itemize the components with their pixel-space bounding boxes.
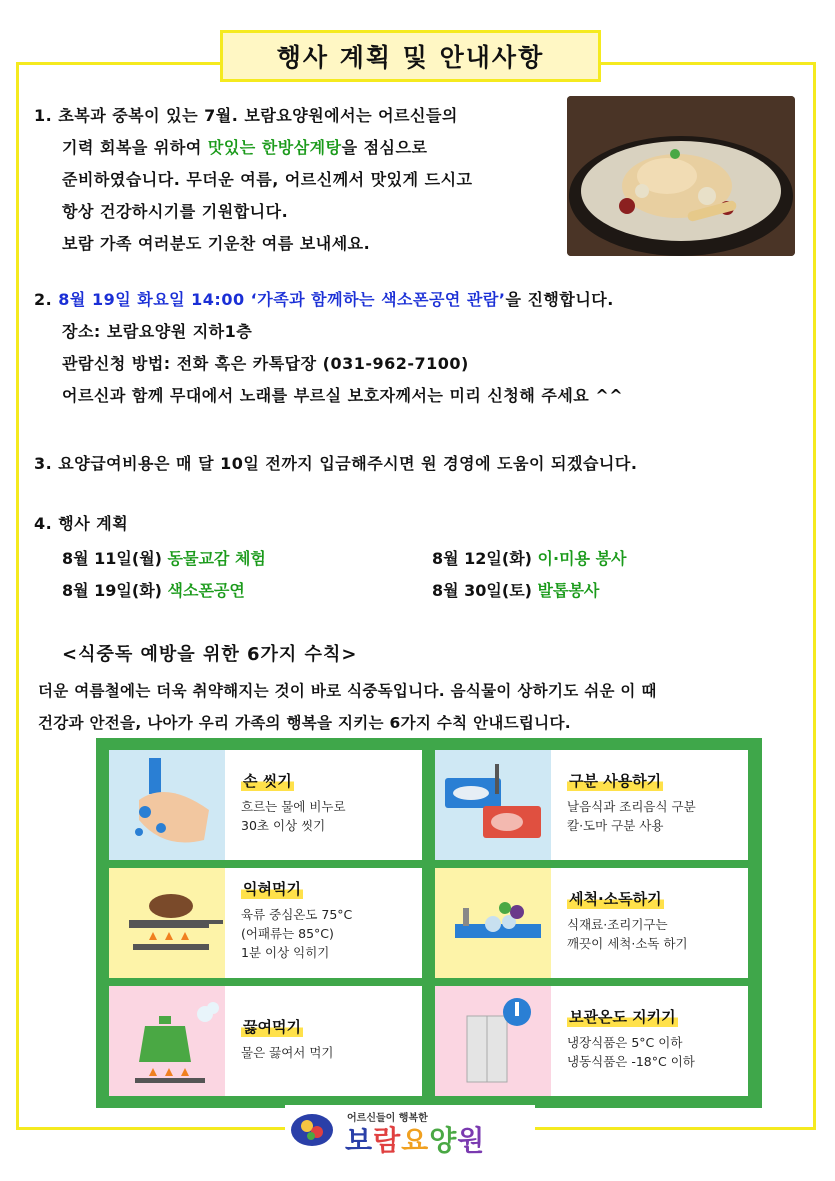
event-name: 색소폰공연 [167, 581, 245, 600]
rule-desc-line: 날음식과 조리음식 구분 [567, 799, 696, 814]
section-1 [34, 100, 473, 260]
rule-text [225, 868, 352, 978]
s1-line5: 보람 가족 여러분도 기운찬 여름 보내세요. [62, 234, 371, 253]
rule-desc [241, 1043, 333, 1062]
steak-pan-icon [109, 868, 225, 978]
rule-desc-line: 깨끗이 세척·소독 하기 [567, 936, 688, 951]
sink-wash-icon [435, 868, 551, 978]
event-date: 8월 30일(토) [432, 581, 538, 600]
s2-apply: 관람신청 방법: 전화 혹은 카톡답장 (031-962-7100) [62, 354, 469, 373]
rule-desc [567, 1033, 695, 1071]
kettle-icon [109, 986, 225, 1096]
s1-line2-post: 을 점심으로 [341, 138, 428, 157]
s1-highlight: 맛있는 한방삼계탕 [207, 138, 342, 157]
rule-title: 세척·소독하기 [569, 890, 662, 908]
rule-desc [567, 915, 688, 953]
rule-text [551, 750, 696, 860]
rule-desc-line: (어패류는 85°C) [241, 926, 334, 941]
rule-desc-line: 칼·도마 구분 사용 [567, 818, 664, 833]
rule-card-separate [435, 750, 748, 860]
rule-desc [241, 797, 346, 835]
event-item [432, 578, 599, 601]
rule-desc-line: 식재료·조리기구는 [567, 917, 668, 932]
rule-card-handwash [109, 750, 422, 860]
rule-desc-line: 흐르는 물에 비누로 [241, 799, 346, 814]
s1-line1: 1. 초복과 중복이 있는 7월. 보람요양원에서는 어르신들의 [34, 106, 458, 125]
rule-text [551, 868, 688, 978]
s2-highlight: 8월 19일 화요일 14:00 ‘가족과 함께하는 색소폰공연 관람’ [58, 290, 506, 309]
rule-desc-line: 육류 중심온도 75°C [241, 907, 353, 922]
page-title: 행사 계획 및 안내사항 [220, 30, 601, 82]
rule-desc [567, 797, 696, 835]
rule-title: 손 씻기 [243, 772, 292, 790]
s2-post: 을 진행합니다. [505, 290, 614, 309]
rule-card-storage [435, 986, 748, 1096]
brand-logo [285, 1105, 535, 1155]
rule-title: 구분 사용하기 [569, 772, 662, 790]
section-4-heading: 4. 행사 계획 [34, 514, 129, 533]
rule-desc-line: 30초 이상 씻기 [241, 818, 326, 833]
fridge-thermometer-icon [435, 986, 551, 1096]
logo-name: 보람요양원 [345, 1124, 486, 1157]
food-desc-line1: 더운 여름철에는 더욱 취약해지는 것이 바로 식중독입니다. 음식물이 상하기도 쉬운 이 때 [38, 682, 657, 700]
rule-text [551, 986, 695, 1096]
event-date: 8월 12일(화) [432, 549, 538, 568]
event-date: 8월 19일(화) [62, 581, 168, 600]
logo-emblem-icon [289, 1112, 335, 1148]
rule-desc [241, 905, 352, 962]
s1-line2-pre: 기력 회복을 위하여 [62, 138, 208, 157]
food-safety-title: <식중독 예방을 위한 6가지 수칙> [62, 644, 358, 665]
section-3: 3. 요양급여비용은 매 달 10일 전까지 입금해주시면 원 경영에 도움이 되겠습니다. [34, 454, 638, 473]
s1-line4: 항상 건강하시기를 기원합니다. [62, 202, 289, 221]
rule-text [225, 986, 333, 1096]
rule-title: 익혀먹기 [243, 880, 301, 898]
event-date: 8월 11일(월) [62, 549, 168, 568]
s2-note: 어르신과 함께 무대에서 노래를 부르실 보호자께서는 미리 신청해 주세요 ^^ [62, 386, 624, 405]
rule-desc-line: 1분 이상 익히기 [241, 945, 330, 960]
event-name: 이·미용 봉사 [537, 549, 627, 568]
food-safety-desc [38, 675, 808, 739]
safety-rules-grid [96, 738, 762, 1108]
rule-card-clean [435, 868, 748, 978]
rule-card-boil [109, 986, 422, 1096]
rule-desc-line: 물은 끓여서 먹기 [241, 1045, 334, 1060]
s2-num: 2. [34, 290, 59, 309]
s1-line3: 준비하였습니다. 무더운 여름, 어르신께서 맛있게 드시고 [62, 170, 473, 189]
s1-line2 [34, 132, 473, 164]
event-item [432, 546, 626, 569]
s2-line1 [34, 284, 623, 316]
logo-tagline: 어르신들이 행복한 [347, 1113, 428, 1124]
section-2 [34, 284, 623, 412]
hand-wash-icon [109, 750, 225, 860]
fish-meat-board-icon [435, 750, 551, 860]
event-item [62, 546, 266, 569]
event-name: 발톱봉사 [537, 581, 600, 600]
rule-desc-line: 냉장식품은 5°C 이하 [567, 1035, 683, 1050]
rule-title: 보관온도 지키기 [569, 1008, 676, 1026]
samgyetang-photo [567, 96, 795, 256]
event-item [62, 578, 245, 601]
s2-place: 장소: 보람요양원 지하1층 [62, 322, 253, 341]
rule-desc-line: 냉동식품은 -18°C 이하 [567, 1054, 695, 1069]
food-desc-line2: 건강과 안전을, 나아가 우리 가족의 행복을 지키는 6가지 수칙 안내드립니다. [38, 714, 571, 732]
event-name: 동물교감 체험 [167, 549, 266, 568]
rule-card-cook [109, 868, 422, 978]
rule-text [225, 750, 346, 860]
rule-title: 끓여먹기 [243, 1018, 301, 1036]
